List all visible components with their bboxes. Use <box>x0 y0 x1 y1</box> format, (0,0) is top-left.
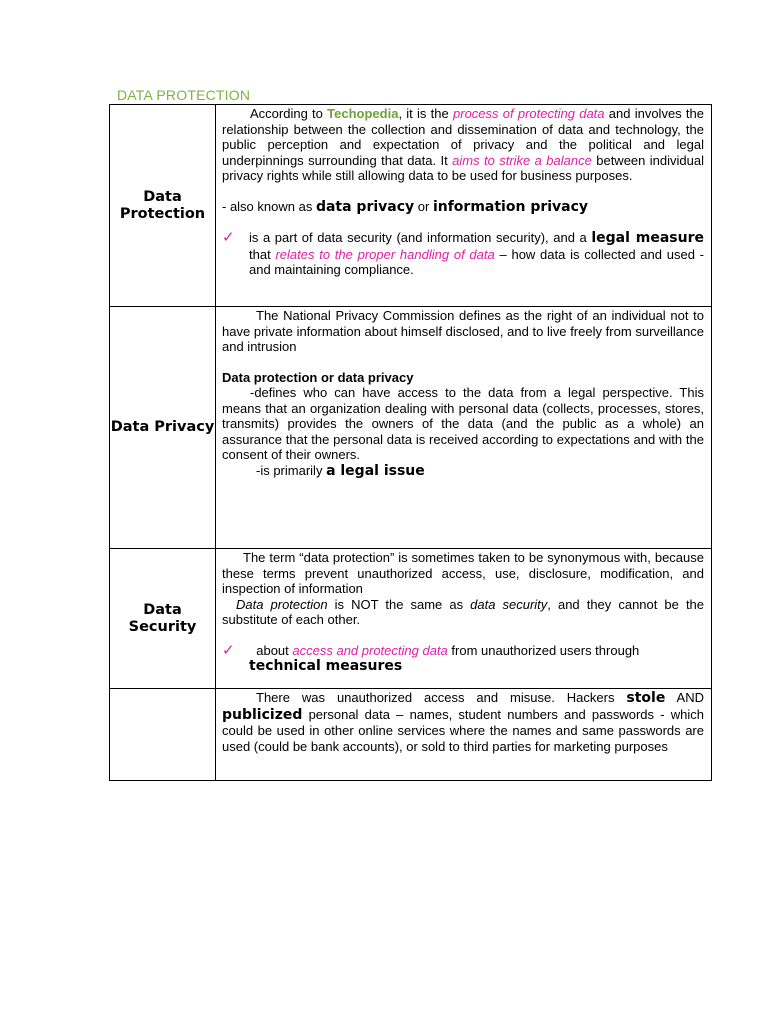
paragraph: Data protection is NOT the same as data security, and they cannot be the substitute of each other. <box>222 596 705 627</box>
checkmark-icon: ✓ <box>222 641 235 659</box>
table-row <box>110 689 712 781</box>
row-label: Data Security <box>110 549 216 689</box>
row-body <box>216 105 712 307</box>
row-label <box>110 689 216 781</box>
checkmark-icon: ✓ <box>222 229 235 246</box>
emphasis: access and protecting data <box>292 642 448 658</box>
source-name: Techopedia <box>327 106 399 121</box>
paragraph: According to Techopedia, it is the process of protecting data and involves the relationship between the collection and dissemination of data and technology, the public perception and expectation of privacy and the political and legal underpinnings surrounding that data. It aims to strike a balance between individual privacy rights while still allowing data to be used for business purposes. <box>222 106 704 183</box>
document-title: DATA PROTECTION <box>117 87 251 103</box>
row-label: Data Privacy <box>110 307 216 549</box>
paragraph: -is primarily a legal issue <box>256 462 425 479</box>
check-item: ✓ about access and protecting data from unauthorized users through technical measures <box>222 641 640 674</box>
paragraph: There was unauthorized access and misuse. Hackers stole AND publicized personal data – names, student numbers and passwords - which could be used in other online services where the names and same passwords are used (could be bank accounts), or sold to third parties for marketing purposes <box>222 690 704 754</box>
content-table <box>109 104 712 781</box>
row-body <box>216 689 712 781</box>
check-item: ✓ is a part of data security (and information security), and a legal measure that relates to the proper handling of data – how data is collected and used - and maintaining compliance. <box>222 229 704 277</box>
section-heading: Data protection or data privacy <box>222 369 414 385</box>
emphasis: relates to the proper handling of data <box>275 246 495 262</box>
table-row <box>110 549 712 689</box>
table-row <box>110 105 712 307</box>
paragraph: -defines who can have access to the data from a legal perspective. This means that an organization dealing with personal data (collects, processes, stores, transmits) provides the owners of the data (and the public as a whole) an assurance that the personal data is received according to expectations and with the consent of their owners. <box>222 385 704 462</box>
table-row <box>110 307 712 549</box>
paragraph: - also known as data privacy or information privacy <box>222 198 589 215</box>
row-body <box>216 307 712 549</box>
row-label: Data Protection <box>110 105 216 307</box>
emphasis: process of protecting data <box>453 106 605 121</box>
paragraph: The National Privacy Commission defines as the right of an individual not to have private information about himself disclosed, and to live freely from surveillance and intrusion <box>222 308 704 354</box>
emphasis: aims to strike a balance <box>452 152 592 168</box>
row-body <box>216 549 712 689</box>
paragraph: The term “data protection” is sometimes taken to be synonymous with, because these terms prevent unauthorized access, use, disclosure, modification, and inspection of information <box>222 550 704 596</box>
